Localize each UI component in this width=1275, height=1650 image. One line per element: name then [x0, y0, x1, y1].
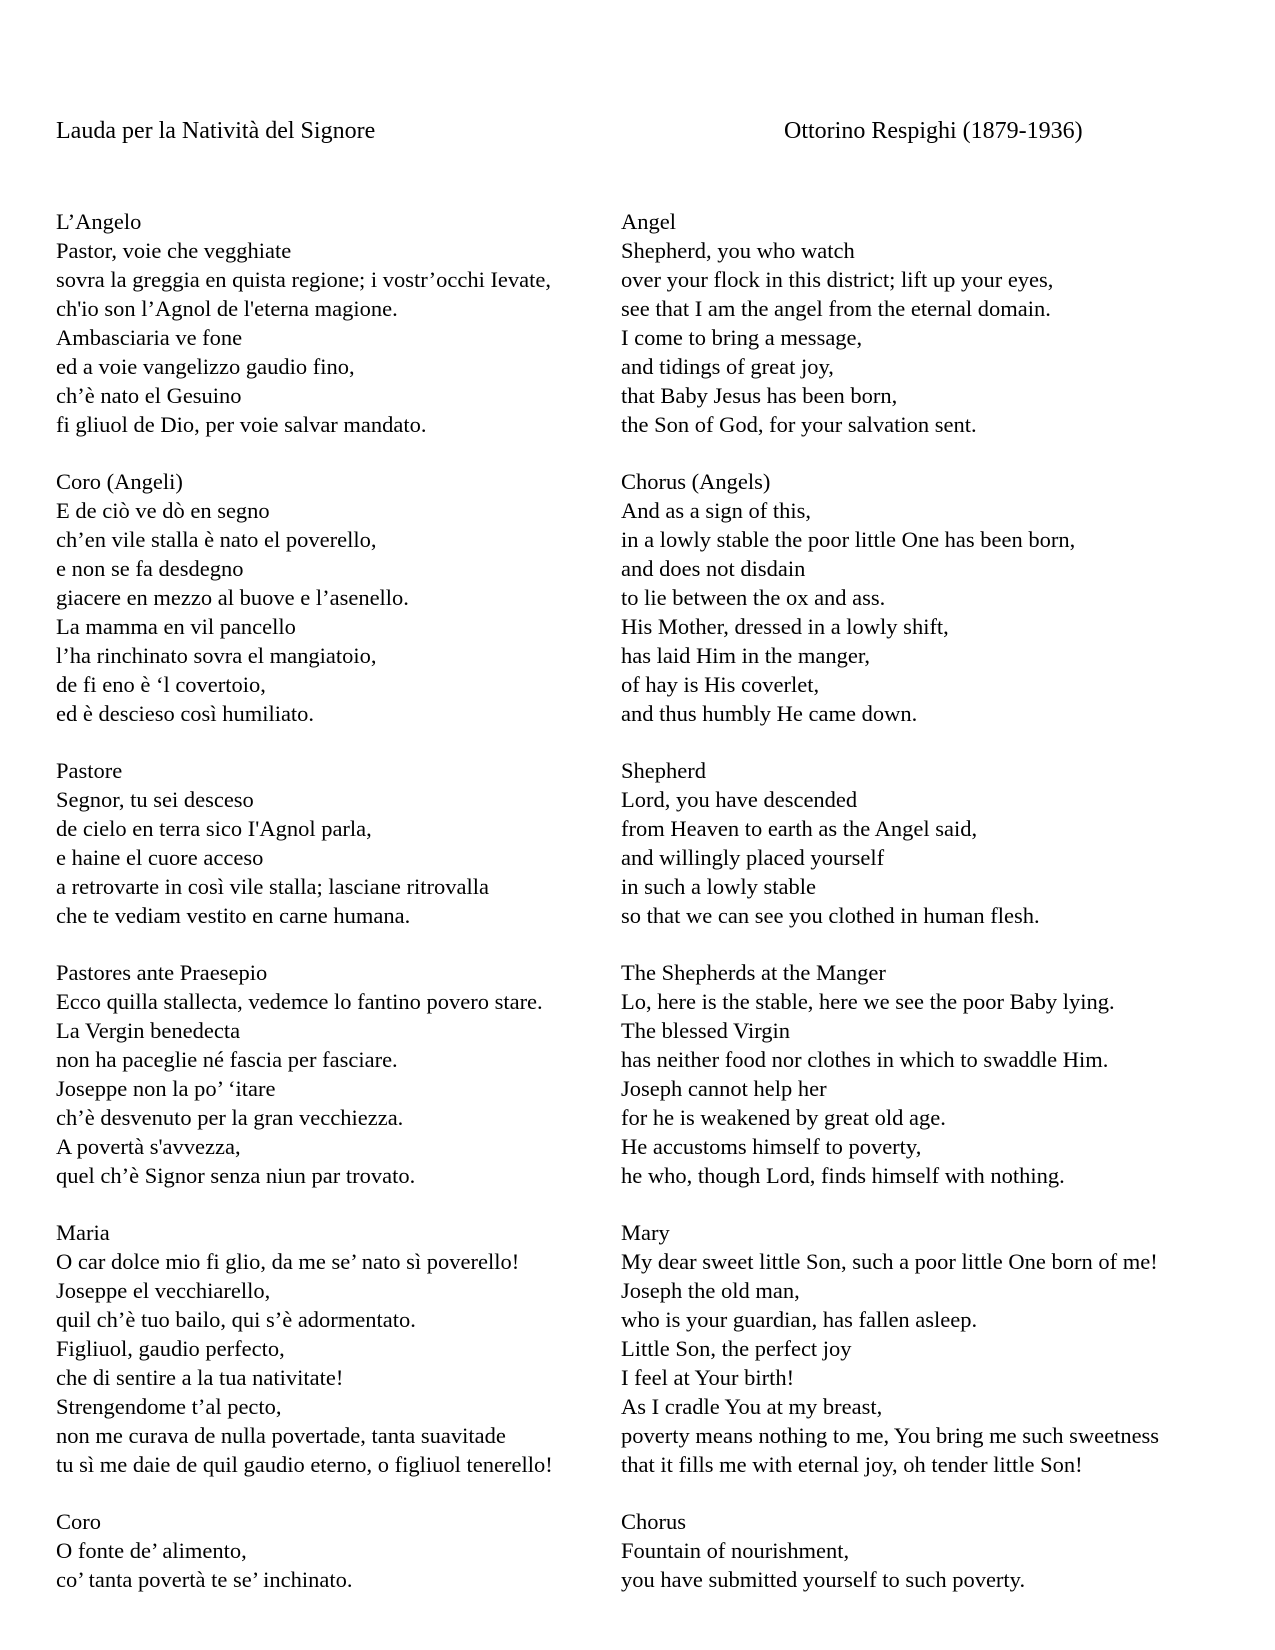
verse-line: As I cradle You at my breast, — [621, 1394, 883, 1419]
verse-line: non me curava de nulla povertade, tanta suavitade — [56, 1423, 506, 1448]
verse-line: Figliuol, gaudio perfecto, — [56, 1336, 285, 1361]
speaker-heading: Coro — [56, 1509, 101, 1534]
verse-line: A povertà s'avvezza, — [56, 1134, 241, 1159]
speaker-heading: Pastore — [56, 758, 123, 783]
italian-stanza — [56, 467, 553, 728]
verse-line: so that we can see you clothed in human flesh. — [621, 903, 1040, 928]
verse-line: Joseppe non la po’ ‘itare — [56, 1076, 276, 1101]
verse-line: de cielo en terra sico I'Agnol parla, — [56, 816, 372, 841]
verse-line: Lo, here is the stable, here we see the poor Baby lying. — [621, 989, 1115, 1014]
verse-line: and thus humbly He came down. — [621, 701, 918, 726]
verse-line: the Son of God, for your salvation sent. — [621, 412, 977, 437]
verse-line: has neither food nor clothes in which to swaddle Him. — [621, 1047, 1109, 1072]
speaker-heading: Pastores ante Praesepio — [56, 960, 268, 985]
verse-line: in such a lowly stable — [621, 874, 816, 899]
verse-line: Little Son, the perfect joy — [621, 1336, 852, 1361]
verse-line: and does not disdain — [621, 556, 806, 581]
verse-line: ch’è desvenuto per la gran vecchiezza. — [56, 1105, 404, 1130]
verse-line: I come to bring a message, — [621, 325, 863, 350]
english-stanza — [621, 958, 1159, 1190]
speaker-heading: The Shepherds at the Manger — [621, 960, 886, 985]
verse-line: ch’en vile stalla è nato el poverello, — [56, 527, 377, 552]
italian-text-column — [56, 207, 553, 1622]
verse-line: che di sentire a la tua nativitate! — [56, 1365, 344, 1390]
verse-line: that Baby Jesus has been born, — [621, 383, 898, 408]
verse-line: you have submitted yourself to such poverty. — [621, 1567, 1026, 1592]
verse-line: in a lowly stable the poor little One has been born, — [621, 527, 1076, 552]
verse-line: Joseph cannot help her — [621, 1076, 827, 1101]
verse-line: co’ tanta povertà te se’ inchinato. — [56, 1567, 353, 1592]
verse-line: che te vediam vestito en carne humana. — [56, 903, 411, 928]
verse-line: to lie between the ox and ass. — [621, 585, 886, 610]
speaker-heading: Maria — [56, 1220, 110, 1245]
verse-line: fi gliuol de Dio, per voie salvar mandato. — [56, 412, 427, 437]
speaker-heading: Mary — [621, 1220, 670, 1245]
verse-line: giacere en mezzo al buove e l’asenello. — [56, 585, 409, 610]
verse-line: sovra la greggia en quista regione; i vostr’occhi Ievate, — [56, 267, 552, 292]
english-stanza — [621, 756, 1159, 930]
verse-line: Lord, you have descended — [621, 787, 858, 812]
verse-line: poverty means nothing to me, You bring me such sweetness — [621, 1423, 1160, 1448]
verse-line: l’ha rinchinato sovra el mangiatoio, — [56, 643, 377, 668]
verse-line: from Heaven to earth as the Angel said, — [621, 816, 978, 841]
verse-line: La Vergin benedecta — [56, 1018, 241, 1043]
verse-line: O car dolce mio fi glio, da me se’ nato sì poverello! — [56, 1249, 520, 1274]
verse-line: and willingly placed yourself — [621, 845, 885, 870]
english-stanza — [621, 1218, 1159, 1479]
verse-line: and tidings of great joy, — [621, 354, 834, 379]
verse-line: see that I am the angel from the eternal domain. — [621, 296, 1051, 321]
verse-line: Joseph the old man, — [621, 1278, 800, 1303]
verse-line: that it fills me with eternal joy, oh tender little Son! — [621, 1452, 1083, 1477]
verse-line: who is your guardian, has fallen asleep. — [621, 1307, 978, 1332]
verse-line: Segnor, tu sei desceso — [56, 787, 254, 812]
verse-line: I feel at Your birth! — [621, 1365, 795, 1390]
verse-line: E de ciò ve dò en segno — [56, 498, 270, 523]
verse-line: has laid Him in the manger, — [621, 643, 871, 668]
verse-line: over your flock in this district; lift up your eyes, — [621, 267, 1054, 292]
work-title: Lauda per la Natività del Signore — [56, 118, 376, 144]
speaker-heading: Chorus — [621, 1509, 687, 1534]
verse-line: The blessed Virgin — [621, 1018, 791, 1043]
composer-credit: Ottorino Respighi (1879-1936) — [784, 118, 1083, 144]
verse-line: he who, though Lord, finds himself with nothing. — [621, 1163, 1065, 1188]
verse-line: My dear sweet little Son, such a poor little One born of me! — [621, 1249, 1158, 1274]
english-stanza — [621, 207, 1159, 439]
speaker-heading: Angel — [621, 209, 676, 234]
verse-line: de fi eno è ‘l covertoio, — [56, 672, 266, 697]
italian-stanza — [56, 958, 553, 1190]
english-stanza — [621, 467, 1159, 728]
italian-stanza — [56, 1507, 553, 1594]
english-stanza — [621, 1507, 1159, 1594]
verse-line: Ambasciaria ve fone — [56, 325, 243, 350]
speaker-heading: Shepherd — [621, 758, 706, 783]
italian-stanza — [56, 1218, 553, 1479]
verse-line: Shepherd, you who watch — [621, 238, 855, 263]
english-translation-column — [621, 207, 1159, 1622]
speaker-heading: Chorus (Angels) — [621, 469, 771, 494]
verse-line: quel ch’è Signor senza niun par trovato. — [56, 1163, 416, 1188]
verse-line: ed è descieso così humiliato. — [56, 701, 315, 726]
verse-line: Pastor, voie che vegghiate — [56, 238, 292, 263]
speaker-heading: Coro (Angeli) — [56, 469, 183, 494]
verse-line: ed a voie vangelizzo gaudio fino, — [56, 354, 355, 379]
verse-line: Strengendome t’al pecto, — [56, 1394, 282, 1419]
verse-line: of hay is His coverlet, — [621, 672, 820, 697]
verse-line: O fonte de’ alimento, — [56, 1538, 247, 1563]
verse-line: quil ch’è tuo bailo, qui s’è adormentato. — [56, 1307, 416, 1332]
verse-line: tu sì me daie de quil gaudio eterno, o figliuol tenerello! — [56, 1452, 553, 1477]
verse-line: His Mother, dressed in a lowly shift, — [621, 614, 949, 639]
verse-line: e haine el cuore acceso — [56, 845, 264, 870]
speaker-heading: L’Angelo — [56, 209, 142, 234]
verse-line: a retrovarte in così vile stalla; lasciane ritrovalla — [56, 874, 489, 899]
verse-line: And as a sign of this, — [621, 498, 811, 523]
verse-line: ch’è nato el Gesuino — [56, 383, 242, 408]
verse-line: Ecco quilla stallecta, vedemce lo fantino povero stare. — [56, 989, 543, 1014]
verse-line: for he is weakened by great old age. — [621, 1105, 946, 1130]
italian-stanza — [56, 756, 553, 930]
verse-line: La mamma en vil pancello — [56, 614, 296, 639]
verse-line: e non se fa desdegno — [56, 556, 244, 581]
verse-line: ch'io son l’Agnol de l'eterna magione. — [56, 296, 398, 321]
verse-line: Fountain of nourishment, — [621, 1538, 850, 1563]
verse-line: He accustoms himself to poverty, — [621, 1134, 922, 1159]
verse-line: non ha paceglie né fascia per fasciare. — [56, 1047, 398, 1072]
italian-stanza — [56, 207, 553, 439]
verse-line: Joseppe el vecchiarello, — [56, 1278, 271, 1303]
